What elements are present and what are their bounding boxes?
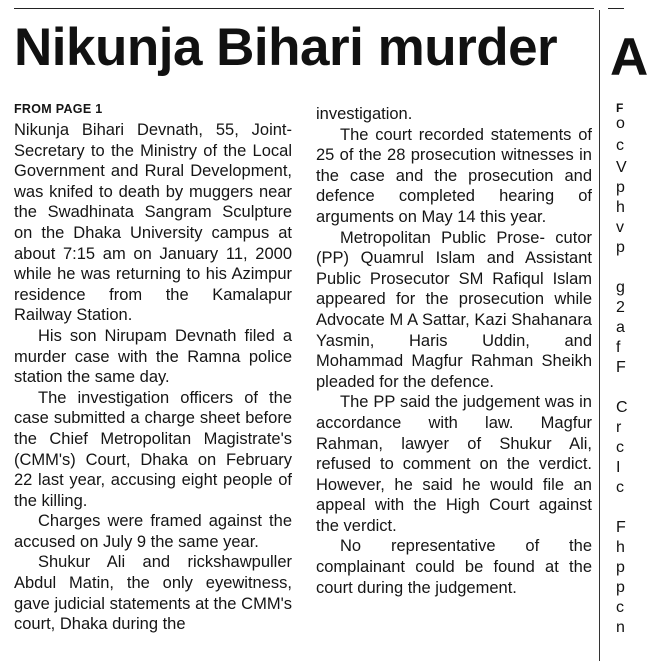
adjacent-text-fragment: V [616, 159, 627, 176]
adjacent-text-fragment: I [616, 459, 621, 476]
kicker: FROM PAGE 1 [14, 102, 103, 116]
adjacent-text-fragment: n [616, 619, 625, 636]
paragraph: Metropolitan Public Prose- cutor (PP) Quamrul Islam and Assistant Public Prosecutor SM Rafiqul Islam appeared for the prosecution while Advocate M A Sattar, Kazi Shahanara Yasmin, Haris Uddin, and Mohammad Magfur Rahman Sheikh pleaded for the defence. [316, 228, 592, 391]
adjacent-kicker-fragment: F [616, 101, 624, 115]
paragraph: His son Nirupam Devnath filed a murder case with the Ramna police station the same day. [14, 326, 292, 387]
paragraph: The investigation officers of the case submitted a charge sheet before the Chief Metropolitan Magistrate's (CMM's) Court, Dhaka on February 22 last year, accusing eight people of the killing. [14, 388, 292, 510]
adjacent-text-fragment: c [616, 599, 624, 616]
headline: Nikunja Bihari murder [14, 18, 558, 77]
paragraph: investigation. [316, 105, 413, 123]
article-column-1 [14, 102, 292, 635]
adjacent-article-fragment [606, 0, 648, 661]
paragraph: No representative of the complainant could be found at the court during the judgement. [316, 537, 592, 597]
adjacent-text-fragment: c [616, 137, 624, 154]
paragraph: Shukur Ali and rickshawpuller Abdul Matin, the only eyewitness, gave judicial statements at the CMM's court, Dhaka during the [14, 553, 292, 634]
article-column-2 [316, 104, 592, 598]
paragraph: The court recorded statements of 25 of the 28 prosecution witnesses in the case and the prosecution and defence completed hearing of arguments on May 14 this year. [316, 125, 592, 226]
column-divider [599, 10, 600, 661]
adjacent-text-fragment: F [616, 359, 626, 376]
adjacent-text-fragment: c [616, 479, 624, 496]
adjacent-text-fragment: h [616, 539, 625, 556]
adjacent-text-fragment: F [616, 519, 626, 536]
adjacent-text-fragment: p [616, 579, 625, 596]
adjacent-text-fragment: c [616, 439, 624, 456]
adjacent-text-fragment: C [616, 399, 628, 416]
adjacent-text-fragment: g [616, 279, 625, 296]
paragraph: The PP said the judgement was in accordance with law. Magfur Rahman, lawyer of Shukur Ali, refused to comment on the verdict. However, he said he would file an appeal with the High Court against the verdict. [316, 393, 592, 535]
adjacent-text-fragment: v [616, 219, 624, 236]
adjacent-text-fragment: f [616, 339, 621, 356]
paragraph: Nikunja Bihari Devnath, 55, Joint-Secretary to the Ministry of the Local Government and Rural Development, was knifed to death by muggers near the Swadhinata Sangram Sculpture on the Dhaka University campus at about 7:15 am on January 11, 2000 while he was returning to his Azimpur residence from the Kamalapur Railway Station. [14, 121, 292, 325]
paragraph: Charges were framed against the accused on July 9 the same year. [14, 512, 292, 551]
adjacent-text-fragment: p [616, 179, 625, 196]
adjacent-text-fragment: h [616, 199, 625, 216]
adjacent-text-fragment: p [616, 239, 625, 256]
adjacent-text-fragment: p [616, 559, 625, 576]
adjacent-text-fragment: a [616, 319, 625, 336]
adjacent-text-fragment: r [616, 419, 622, 436]
adjacent-text-fragment: 2 [616, 299, 625, 316]
adjacent-headline-fragment: A [610, 28, 648, 87]
top-rule [14, 8, 594, 9]
adjacent-text-fragment: o [616, 115, 625, 132]
